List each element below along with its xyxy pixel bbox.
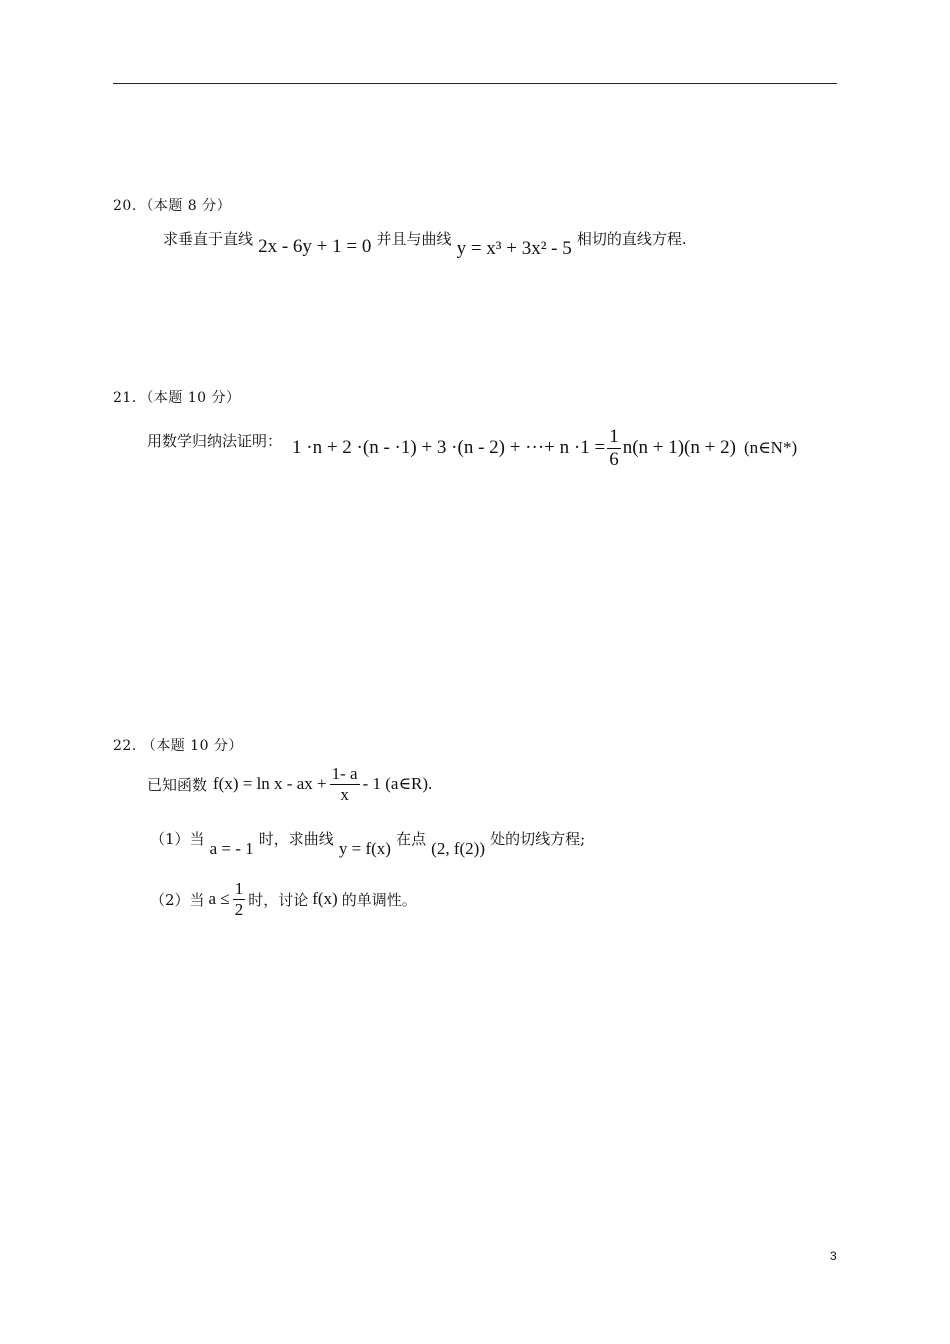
q22-p2-frac-num: 1 <box>234 879 244 898</box>
q22-text-1: 已知函数 <box>147 775 208 794</box>
q22-p1-text-1: 时，求曲线 <box>258 830 334 848</box>
q21-condition: (n∈N*) <box>743 438 798 458</box>
q20-line-equation: 2x - 6y + 1 = 0 <box>258 236 372 257</box>
q22-part1 <box>150 828 586 858</box>
q22-p1-label: （1）当 <box>150 830 205 848</box>
q22-p2-label: （2）当 <box>150 890 205 909</box>
q22-p2-text-1: 时，讨论 <box>248 890 309 909</box>
q22-p2-text-2: 的单调性。 <box>341 890 417 909</box>
q22-p1-text-3: 处的切线方程; <box>490 830 586 848</box>
q21-lhs: 1 ·n + 2 ·(n - ·1) + 3 ·(n - 2) + ···+ n ·1 = <box>292 437 606 459</box>
q20-body <box>163 228 687 259</box>
q21-frac-den: 6 <box>609 448 619 470</box>
q20-text-2: 并且与曲线 <box>376 230 452 248</box>
q22-p2-frac-den: 2 <box>234 899 244 919</box>
q22-p2-a: a ≤ <box>208 889 230 909</box>
q22-fraction <box>330 765 360 804</box>
q22-part2 <box>150 880 417 919</box>
q22-p1-point: (2, f(2)) <box>431 839 485 858</box>
page-number: 3 <box>830 1249 837 1263</box>
q20-heading: 20．（本题 8 分） <box>113 198 232 214</box>
q22-frac-den: x <box>340 784 349 804</box>
q22-p1-condition: a = - 1 <box>209 839 254 858</box>
q22-p1-text-2: 在点 <box>396 830 427 848</box>
q20-curve-equation: y = x³ + 3x² - 5 <box>456 238 572 259</box>
q21-text-1: 用数学归纳法证明： <box>147 431 283 450</box>
q20-text-1: 求垂直于直线 <box>163 230 254 248</box>
q22-p2-fraction <box>233 880 246 919</box>
q21-body <box>147 427 797 470</box>
q21-rhs: n(n + 1)(n + 2) <box>622 437 736 459</box>
q21-frac-num: 1 <box>609 426 619 447</box>
header-rule <box>113 83 837 84</box>
q22-heading: 22. （本题 10 分） <box>113 738 243 754</box>
q22-p1-curve: y = f(x) <box>338 839 391 858</box>
q22-p2-fx: f(x) <box>312 889 338 909</box>
q22-function-def: f(x) = ln x - ax + <box>213 774 327 794</box>
q20-text-3: 相切的直线方程. <box>576 230 687 248</box>
q21-heading: 21．（本题 10 分） <box>113 390 241 406</box>
q21-fraction <box>607 427 621 470</box>
q22-function-tail: - 1 (a∈R). <box>362 774 433 794</box>
q22-frac-num: 1- a <box>331 764 358 783</box>
q22-definition <box>147 765 432 804</box>
